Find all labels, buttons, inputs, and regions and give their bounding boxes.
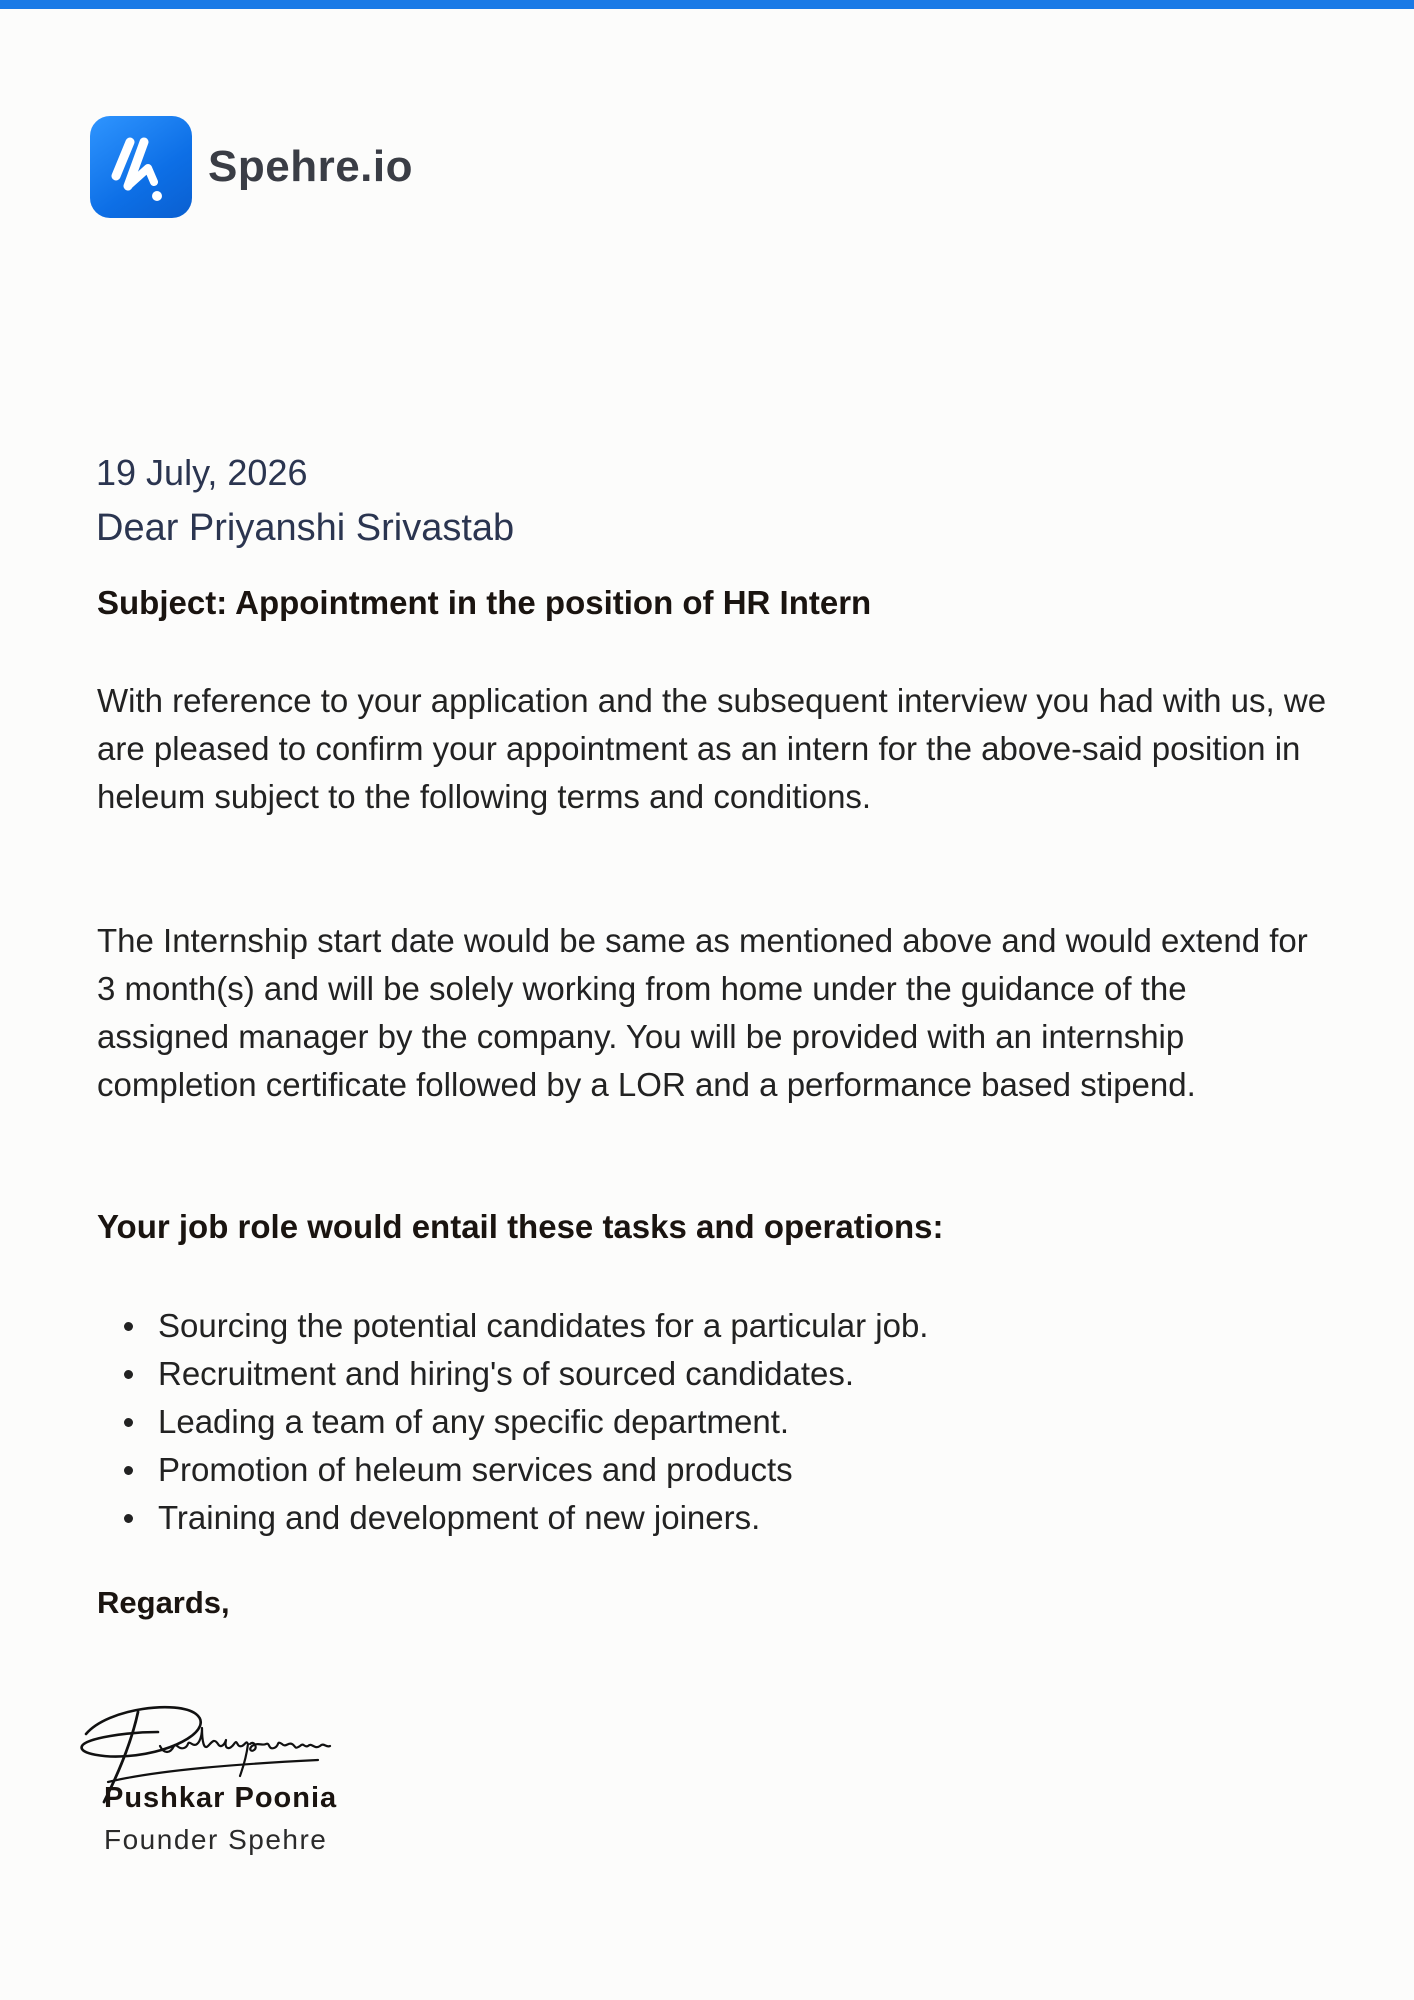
paragraph-terms: The Internship start date would be same as mentioned above and would extend for 3 month(s) and will be solely working from home under the guidance of the assigned manager by the company. You will be provided with an internship completion certificate followed by a LOR and a performance based stipend. — [97, 922, 1308, 1103]
subject-line: Subject: Appointment in the position of HR Intern — [97, 584, 872, 621]
task-list — [97, 1302, 928, 1542]
top-accent-bar — [0, 0, 1414, 9]
signatory-name: Pushkar Poonia — [104, 1782, 338, 1814]
letter-date: 19 July, 2026 — [96, 452, 308, 493]
list-item: Recruitment and hiring's of sourced candidates. — [97, 1350, 928, 1398]
salutation: Dear Priyanshi Srivastab — [96, 507, 515, 549]
paragraph-intro: With reference to your application and the subsequent interview you had with us, we are pleased to confirm your appointment as an intern for the above-said position in heleum subject to the following terms and conditions. — [97, 682, 1327, 815]
list-item: Leading a team of any specific department. — [97, 1398, 928, 1446]
list-item: Promotion of heleum services and products — [97, 1446, 928, 1494]
tasks-heading: Your job role would entail these tasks and operations: — [97, 1208, 944, 1245]
brand-header — [90, 116, 413, 218]
spehre-logo-icon — [90, 116, 192, 218]
brand-name: Spehre.io — [208, 142, 413, 191]
closing: Regards, — [97, 1585, 230, 1620]
list-item: Training and development of new joiners. — [97, 1494, 928, 1542]
signatory-title: Founder Spehre — [104, 1824, 328, 1855]
list-item: Sourcing the potential candidates for a particular job. — [97, 1302, 928, 1350]
